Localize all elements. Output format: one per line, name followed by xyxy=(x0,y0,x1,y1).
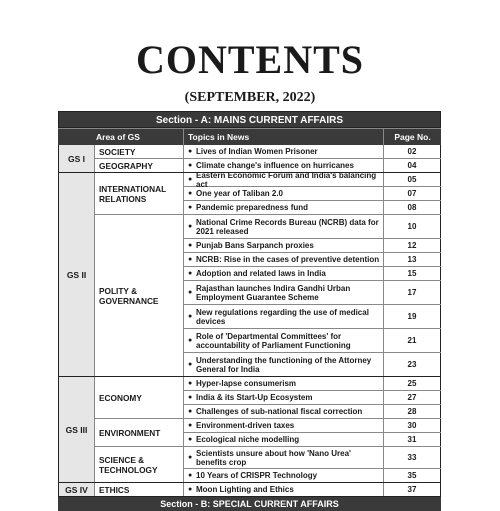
area-label: SOCIETY xyxy=(95,145,184,158)
topic-cell xyxy=(184,483,384,496)
page-number: 27 xyxy=(384,391,441,404)
table-row xyxy=(184,329,441,353)
topic-cell xyxy=(184,419,384,432)
topic-cell xyxy=(184,433,384,446)
bullet-icon: ● xyxy=(188,204,193,211)
topic-cell xyxy=(184,353,384,376)
topic-cell xyxy=(184,187,384,200)
table-row xyxy=(184,483,441,496)
bullet-icon: ● xyxy=(188,436,193,443)
page-number: 08 xyxy=(384,201,441,214)
topic-text: Ecological niche modelling xyxy=(196,435,300,444)
section-a-header: Section - A: MAINS CURRENT AFFAIRS xyxy=(58,111,441,128)
topic-text: 10 Years of CRISPR Technology xyxy=(196,471,318,480)
topic-text: New regulations regarding the use of medical devices xyxy=(196,307,369,326)
page-number: 21 xyxy=(384,329,441,352)
topic-text: Hyper-lapse consumerism xyxy=(196,379,297,388)
topic-cell xyxy=(184,305,384,328)
bullet-icon: ● xyxy=(188,162,193,169)
bullet-icon: ● xyxy=(188,223,193,230)
gs-label: GS III xyxy=(58,377,95,482)
topic-cell xyxy=(184,391,384,404)
header-area: Area of GS xyxy=(58,129,184,145)
page-number: 31 xyxy=(384,433,441,446)
header-page: Page No. xyxy=(394,132,431,142)
gs-label: GS II xyxy=(58,173,95,376)
table-row xyxy=(184,170,441,189)
topic-text: Punjab Bans Sarpanch proxies xyxy=(196,241,314,250)
topic-text: National Crime Records Bureau (NCRB) data for 2021 released xyxy=(196,217,379,236)
page-number: 37 xyxy=(384,483,441,496)
topic-text: NCRB: Rise in the cases of preventive detention xyxy=(196,255,380,264)
header-topics: Topics in News xyxy=(184,129,384,145)
table-row xyxy=(184,353,441,376)
page-subtitle: (SEPTEMBER, 2022) xyxy=(184,90,316,105)
topic-text: Challenges of sub-national fiscal correction xyxy=(196,407,363,416)
page-number: 35 xyxy=(384,469,441,482)
area-label: GEOGRAPHY xyxy=(95,159,184,172)
bullet-icon: ● xyxy=(188,408,193,415)
topic-cell xyxy=(184,239,384,252)
area-label: ECONOMY xyxy=(95,377,184,418)
bullet-icon: ● xyxy=(188,242,193,249)
topic-cell xyxy=(184,253,384,266)
bullet-icon: ● xyxy=(188,361,193,368)
bullet-icon: ● xyxy=(188,313,193,320)
page-number: 19 xyxy=(384,305,441,328)
topic-cell xyxy=(184,281,384,304)
topic-text: Environment-driven taxes xyxy=(196,421,295,430)
bullet-icon: ● xyxy=(188,190,193,197)
bullet-icon: ● xyxy=(188,380,193,387)
page-number: 07 xyxy=(384,187,441,200)
page-number: 05 xyxy=(384,173,441,186)
page-number: 12 xyxy=(384,239,441,252)
gs-label: GS IV xyxy=(58,483,95,496)
table-row xyxy=(184,469,441,482)
page-number: 13 xyxy=(384,253,441,266)
topic-cell xyxy=(184,267,384,280)
table-row xyxy=(184,405,441,418)
topic-cell xyxy=(184,405,384,418)
table-row xyxy=(184,281,441,305)
area-block xyxy=(95,447,441,482)
bullet-icon: ● xyxy=(188,472,193,479)
topic-text: Pandemic preparedness fund xyxy=(196,203,309,212)
topic-cell xyxy=(184,170,384,189)
area-label: ENVIRONMENT xyxy=(95,419,184,446)
gs-label: GS I xyxy=(58,145,95,172)
bullet-icon: ● xyxy=(188,289,193,296)
area-block xyxy=(95,483,441,496)
topic-cell xyxy=(184,215,384,238)
topic-text: One year of Taliban 2.0 xyxy=(196,189,283,198)
area-label: SCIENCE & TECHNOLOGY xyxy=(95,447,184,482)
table-row xyxy=(184,447,441,469)
topic-text: Scientists unsure about how 'Nano Urea' benefits crop xyxy=(196,448,351,467)
area-block xyxy=(95,145,441,159)
page-number: 10 xyxy=(384,215,441,238)
bullet-icon: ● xyxy=(188,256,193,263)
table-row xyxy=(184,187,441,201)
area-label: INTERNATIONAL RELATIONS xyxy=(95,173,184,214)
section-b-header: Section - B: SPECIAL CURRENT AFFAIRS xyxy=(58,497,441,511)
topic-cell xyxy=(184,329,384,352)
topic-text: Moon Lighting and Ethics xyxy=(196,485,294,494)
page-number: 25 xyxy=(384,377,441,390)
topic-text: Lives of Indian Women Prisoner xyxy=(196,147,318,156)
table-row xyxy=(184,305,441,329)
page-number: 17 xyxy=(384,281,441,304)
bullet-icon: ● xyxy=(188,148,193,155)
gs2-group xyxy=(58,170,441,377)
page-number: 33 xyxy=(384,447,441,468)
page-number: 30 xyxy=(384,419,441,432)
table-row xyxy=(184,267,441,281)
table-row xyxy=(184,391,441,405)
area-block xyxy=(95,377,441,419)
table-row xyxy=(184,145,441,158)
bullet-icon: ● xyxy=(188,486,193,493)
topic-text: Eastern Economic Forum and India's balancing act xyxy=(196,170,377,189)
bullet-icon: ● xyxy=(188,454,193,461)
area-block xyxy=(95,215,441,376)
table-row xyxy=(184,253,441,267)
gs1-group xyxy=(58,145,441,173)
area-label: ETHICS xyxy=(95,483,184,496)
area-label: POLITY & GOVERNANCE xyxy=(95,215,184,376)
gs3-group xyxy=(58,377,441,483)
page-number: 23 xyxy=(384,353,441,376)
page-number: 15 xyxy=(384,267,441,280)
page-number: 04 xyxy=(384,159,441,172)
table-row xyxy=(184,201,441,214)
table-row xyxy=(184,215,441,239)
topic-text: Role of 'Departmental Committees' for accountability of Parliament Functioning xyxy=(196,331,351,350)
contents-table xyxy=(58,111,441,509)
bullet-icon: ● xyxy=(188,337,193,344)
table-row xyxy=(184,433,441,446)
topic-text: Rajasthan launches Indira Gandhi Urban Employment Guarantee Scheme xyxy=(196,283,351,302)
table-row xyxy=(184,239,441,253)
topic-text: Adoption and related laws in India xyxy=(196,269,326,278)
topic-cell xyxy=(184,201,384,214)
bullet-icon: ● xyxy=(188,422,193,429)
table-row xyxy=(184,419,441,433)
topic-text: India & its Start-Up Ecosystem xyxy=(196,393,313,402)
page-title: CONTENTS xyxy=(135,37,365,82)
topic-cell xyxy=(184,447,384,468)
gs4-group xyxy=(58,483,441,497)
table-header xyxy=(58,128,441,145)
topic-cell xyxy=(184,145,384,158)
area-block xyxy=(95,170,441,215)
bullet-icon: ● xyxy=(188,394,193,401)
topic-cell xyxy=(184,377,384,390)
topic-text: Climate change's influence on hurricanes xyxy=(196,161,354,170)
area-block xyxy=(95,419,441,447)
bullet-icon: ● xyxy=(188,176,193,183)
topic-cell xyxy=(184,469,384,482)
bullet-icon: ● xyxy=(188,270,193,277)
page-number: 28 xyxy=(384,405,441,418)
table-row xyxy=(184,377,441,391)
page-number: 02 xyxy=(384,145,441,158)
topic-text: Understanding the functioning of the Attorney General for India xyxy=(196,355,372,374)
